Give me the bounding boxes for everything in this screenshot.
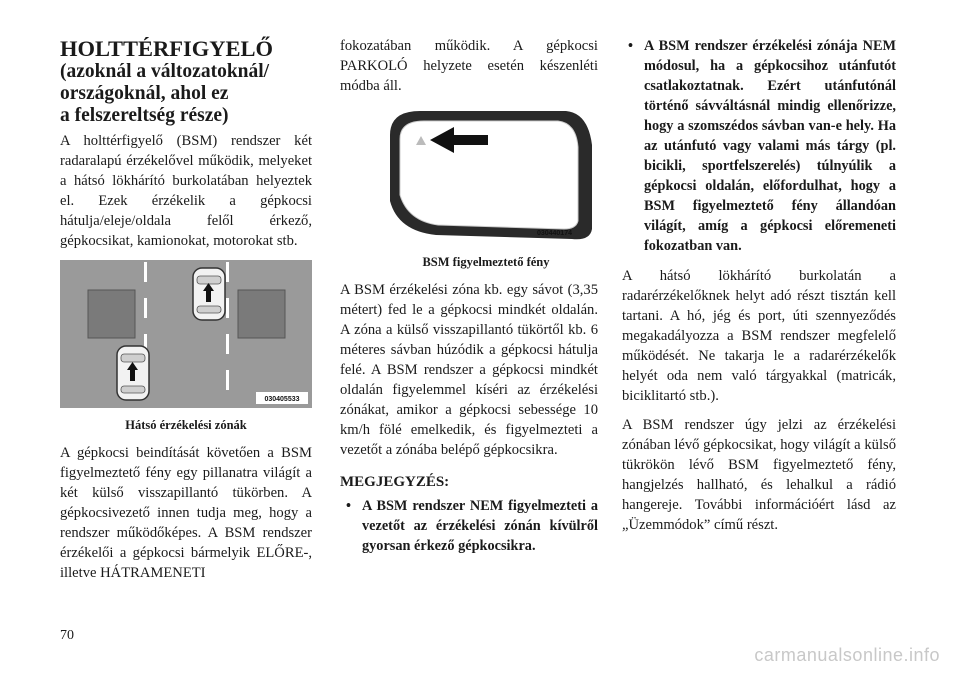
watermark: carmanualsonline.info bbox=[754, 645, 940, 665]
subtitle bbox=[60, 61, 312, 127]
subtitle-line: országoknál, ahol ez bbox=[60, 83, 229, 104]
warning-light-figure bbox=[376, 105, 598, 250]
zone-paragraph: A BSM érzékelési zóna kb. egy sávot (3,35 métert) fed le a gépkocsi mindkét oldalán. A zóna a külső visszapillantó tükörtől kb. 6 méteres sávban húzódik a gépkocsi hátulja felé. A BSM rendszer a gépkocsi mindkét oldalán figyelemmel kíséri az érzékelési zónákat, amikor a gépkocsi sebessége 10 km/h fölé emelkedik, és figyelmezteti a vezetőt a zónába belépő gépkocsikra. bbox=[340, 282, 598, 458]
column-left bbox=[60, 36, 312, 592]
intro-paragraph: A holttérfigyelő (BSM) rendszer két radaralapú érzékelővel működik, melyeket a hátsó lökhárító burkolatában helyeztek el. Ezek érzékelik a gépkocsi hátulja/eleje/oldala felől érkező, gépkocsikat, kamionokat, motorokat stb. bbox=[60, 133, 312, 249]
continued-paragraph: fokozatában működik. A gépkocsi PARKOLÓ helyzete esetén készenléti módba áll. bbox=[340, 38, 598, 94]
bullet-dot: • bbox=[628, 38, 634, 54]
right-detection-zone bbox=[238, 290, 285, 338]
column-middle bbox=[340, 36, 598, 564]
bullet-dot: • bbox=[346, 498, 352, 514]
rear-zones-figure bbox=[60, 260, 312, 433]
subtitle-line: a felszereltség része) bbox=[60, 105, 229, 126]
left-detection-zone bbox=[88, 290, 135, 338]
subtitle-line: (azoknál a változatoknál/ bbox=[60, 61, 270, 82]
rear-detection-zones-illustration bbox=[60, 260, 312, 408]
figure-caption: Hátsó érzékelési zónák bbox=[125, 418, 247, 432]
page-title: HOLTTÉRFIGYELŐ bbox=[60, 36, 273, 61]
note-heading: MEGJEGYZÉS: bbox=[340, 474, 450, 490]
column-right bbox=[622, 36, 896, 544]
bullet-text: A BSM rendszer érzékelési zónája NEM módosul, ha a gépkocsihoz utánfutót csatlakoztatnak. Ezért utánfutónál történő sávváltásnál mindig ellenőrizze, hogy a szomszédos sávban van-e hely. Ha az utánfutó vagy valami más tárgy (pl. bicikli, sportfelszerelés) túlnyúlik a gépkocsi oldalán, előfordulhat, hogy a BSM figyelmeztető fény állandóan világít, amíg a gépkocsi előremeneti fokozatban van. bbox=[644, 38, 896, 254]
figure-caption: BSM figyelmeztető fény bbox=[422, 255, 550, 269]
front-car-icon bbox=[193, 268, 225, 320]
startup-paragraph: A gépkocsi beindítását követően a BSM figyelmeztető fény egy pillanatra világít a két külső visszapillantó tükörben. A gépkocsivezető innen tudja meg, hogy a rendszer működőképes. A BSM rendszer érzékelői a gépkocsi bármelyik ELŐRE-, illetve HÁTRAMENETI bbox=[60, 445, 312, 581]
alert-paragraph: A BSM rendszer úgy jelzi az érzékelési zónában lévő gépkocsikat, hogy világít a külső tükrökön lévő BSM figyelmeztető fény, hangjelzés hallható, és lehalkul a rádió hangereje. További információért lásd az „Üzemmódok” című részt. bbox=[622, 417, 896, 533]
side-mirror-illustration bbox=[376, 105, 596, 245]
figure-code: 030405533 bbox=[264, 396, 300, 403]
cleaning-paragraph: A hátsó lökhárító burkolatán a radarérzékelőknek helyt adó részt tisztán kell tartani. A hó, jég és port, úti szennyeződés megakadályozza a BSM rendszer megfelelő működését. Ne takarja le a radarérzékelők helyét oda nem való tárgyakkal (matricák, biciklitartó stb.). bbox=[622, 268, 896, 404]
note-bullet bbox=[622, 36, 896, 256]
bullet-text: A BSM rendszer NEM figyelmezteti a vezetőt az érzékelési zónán kívülről gyorsan érkező gépkocsikra. bbox=[362, 498, 598, 554]
figure-code: 030440174 bbox=[536, 230, 572, 237]
page-number: 70 bbox=[60, 628, 74, 643]
note-bullet bbox=[340, 496, 598, 556]
rear-car-icon bbox=[117, 346, 149, 400]
